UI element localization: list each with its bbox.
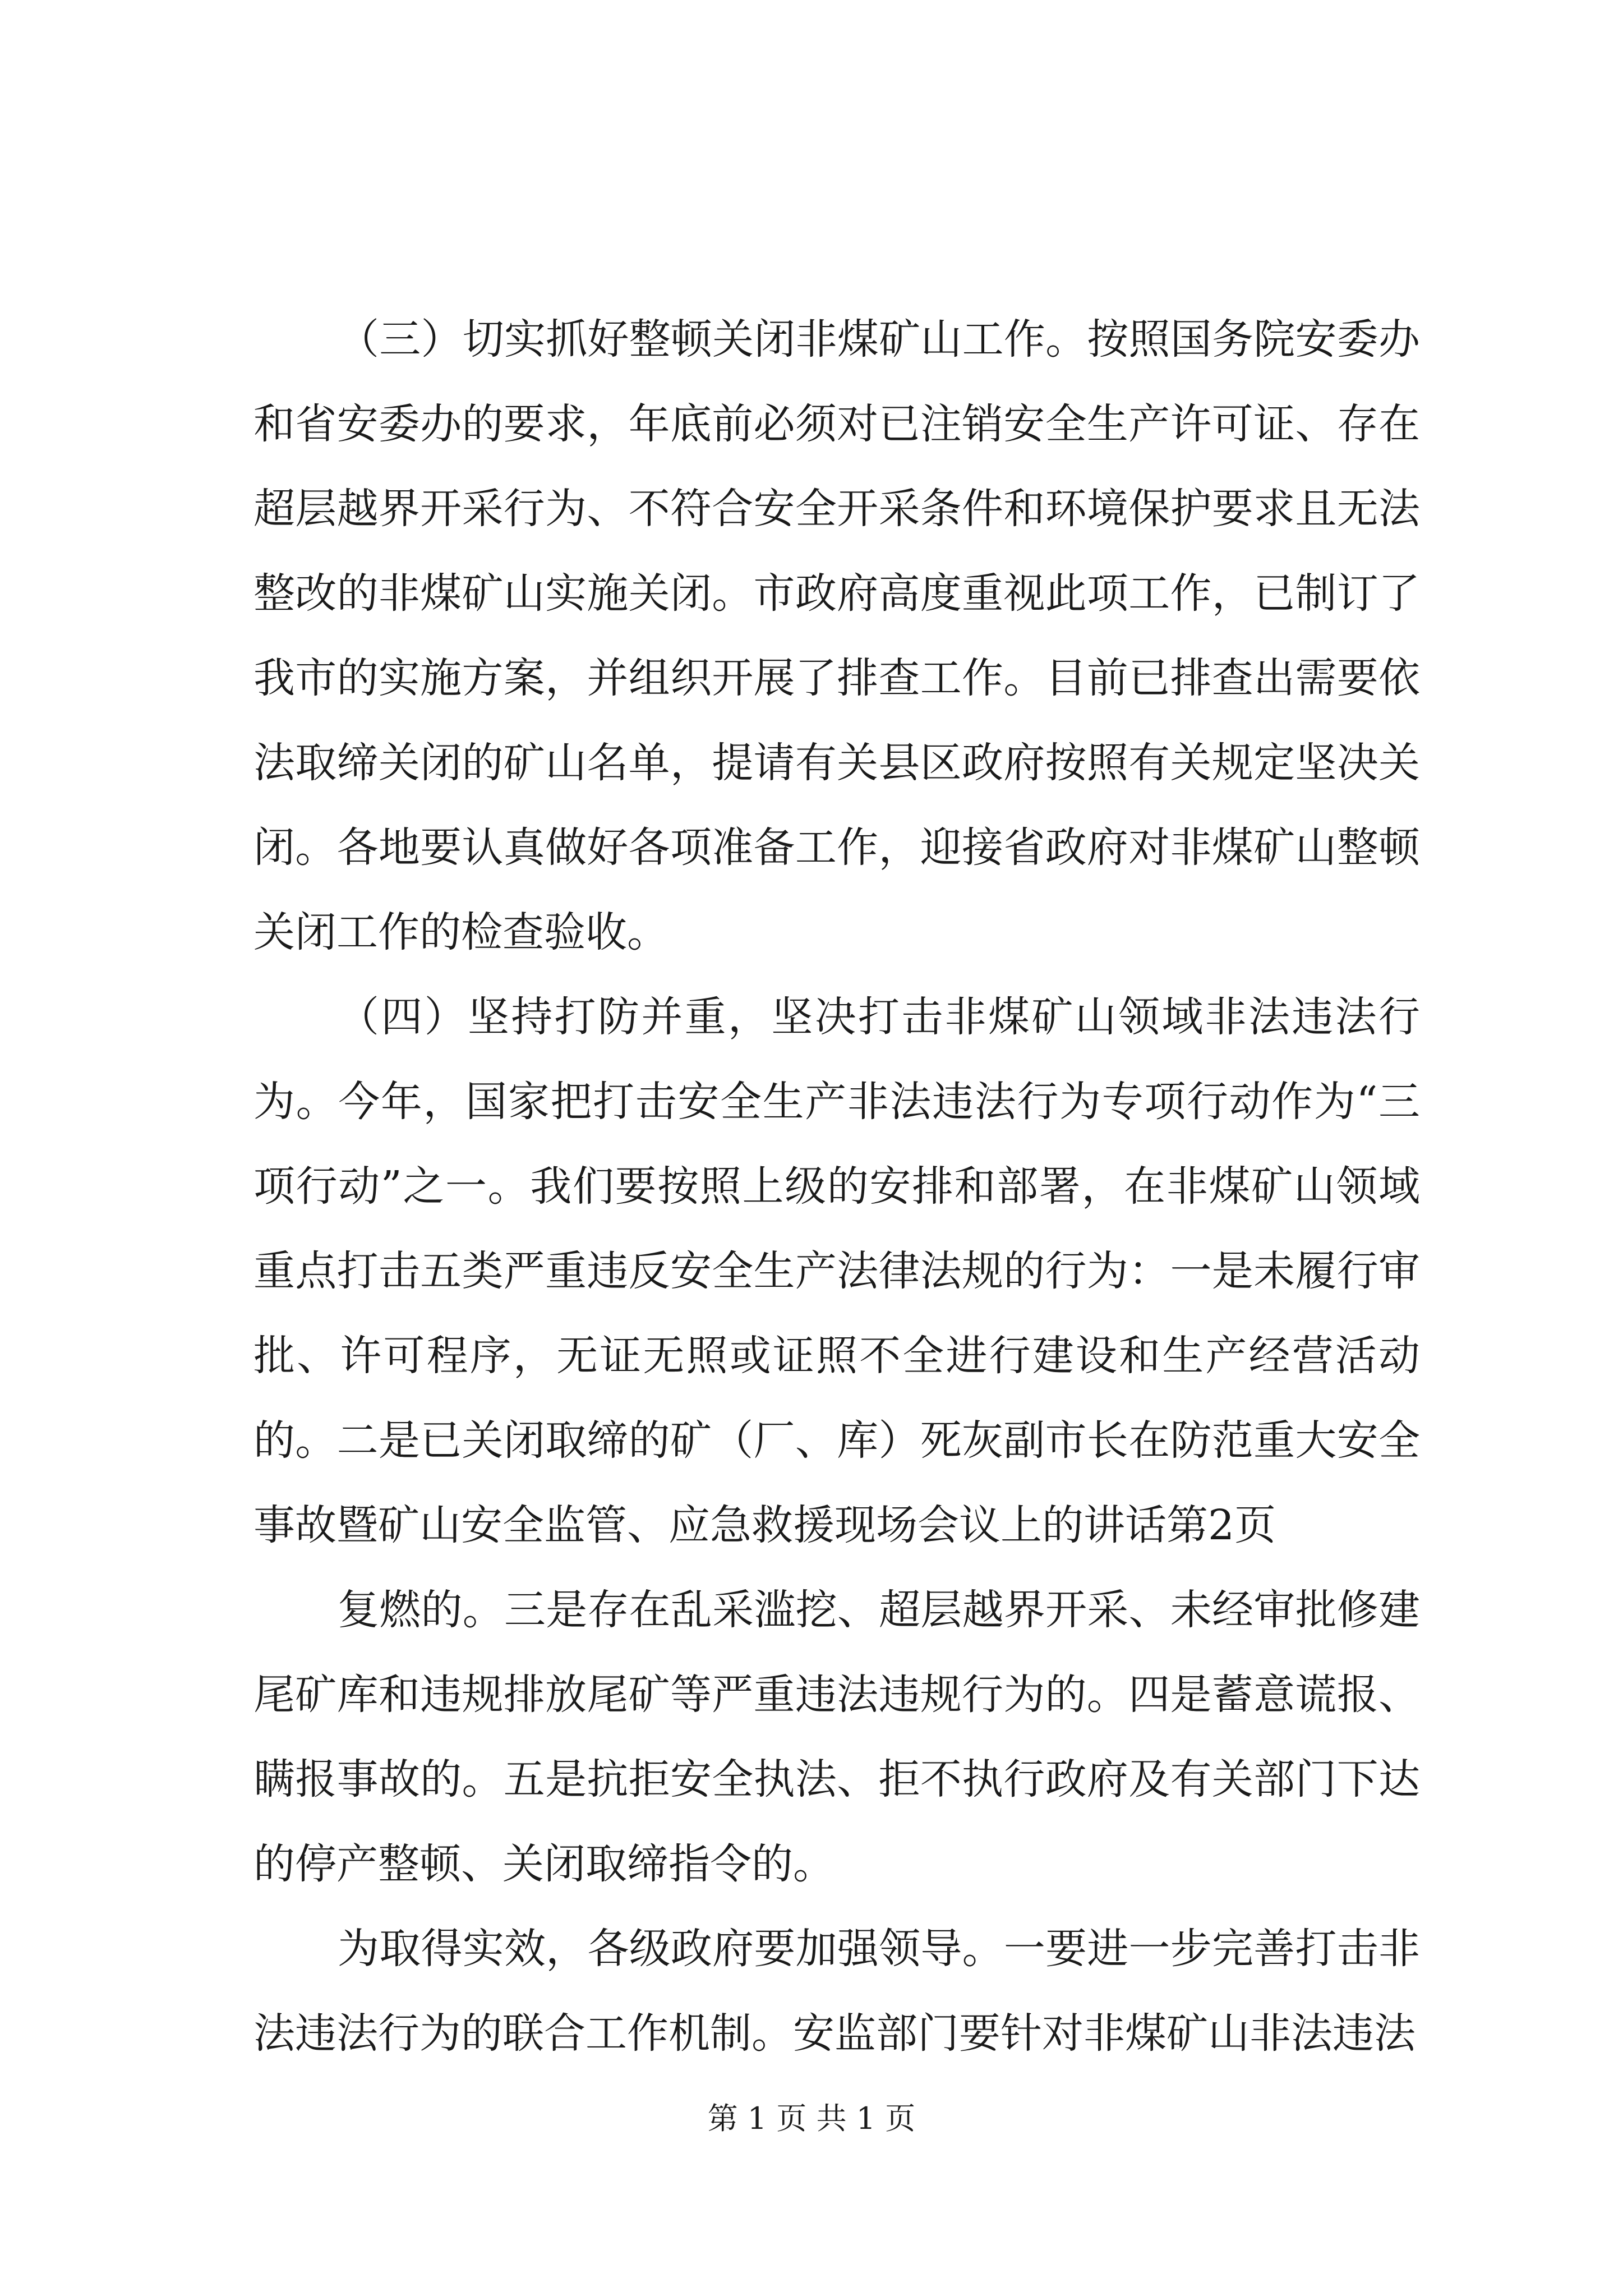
paragraph-continuation: 复燃的。三是存在乱采滥挖、超层越界开采、未经审批修建尾矿库和违规排放尾矿等严重违法违规行为的。四是蓄意谎报、瞒报事故的。五是抗拒安全执法、拒不执行政府及有关部门下达的停产整顿、关闭取缔指令的。 — [253, 1586, 1420, 1888]
page-footer: 第 1 页 共 1 页 — [707, 2101, 916, 2136]
paragraph-leadership: 为取得实效，各级政府要加强领导。一要进一步完善打击非法违法行为的联合工作机制。安监部门要针对非煤矿山非法违法 — [253, 1925, 1420, 2058]
document-body — [253, 297, 1420, 2076]
paragraph-section-three: （三）切实抓好整顿关闭非煤矿山工作。按照国务院安委办和省安委办的要求，年底前必须对已注销安全生产许可证、存在超层越界开采行为、不符合安全开采条件和环境保护要求且无法整改的非煤矿山实施关闭。市政府高度重视此项工作，已制订了我市的实施方案，并组织开展了排查工作。目前已排查出需要依法取缔关闭的矿山名单，提请有关县区政府按照有关规定坚决关闭。各地要认真做好各项准备工作，迎接省政府对非煤矿山整顿关闭工作的检查验收。 — [253, 315, 1420, 956]
paragraph-section-four: （四）坚持打防并重，坚决打击非煤矿山领域非法违法行为。今年，国家把打击安全生产非法违法行为专项行动作为“三项行动”之一。我们要按照上级的安排和部署，在非煤矿山领域重点打击五类严重违反安全生产法律法规的行为：一是未履行审批、许可程序，无证无照或证照不全进行建设和生产经营活动的。二是已关闭取缔的矿（厂、库）死灰副市长在防范重大安全事故暨矿山安全监管、应急救援现场会议上的讲话第2页 — [253, 993, 1420, 1549]
